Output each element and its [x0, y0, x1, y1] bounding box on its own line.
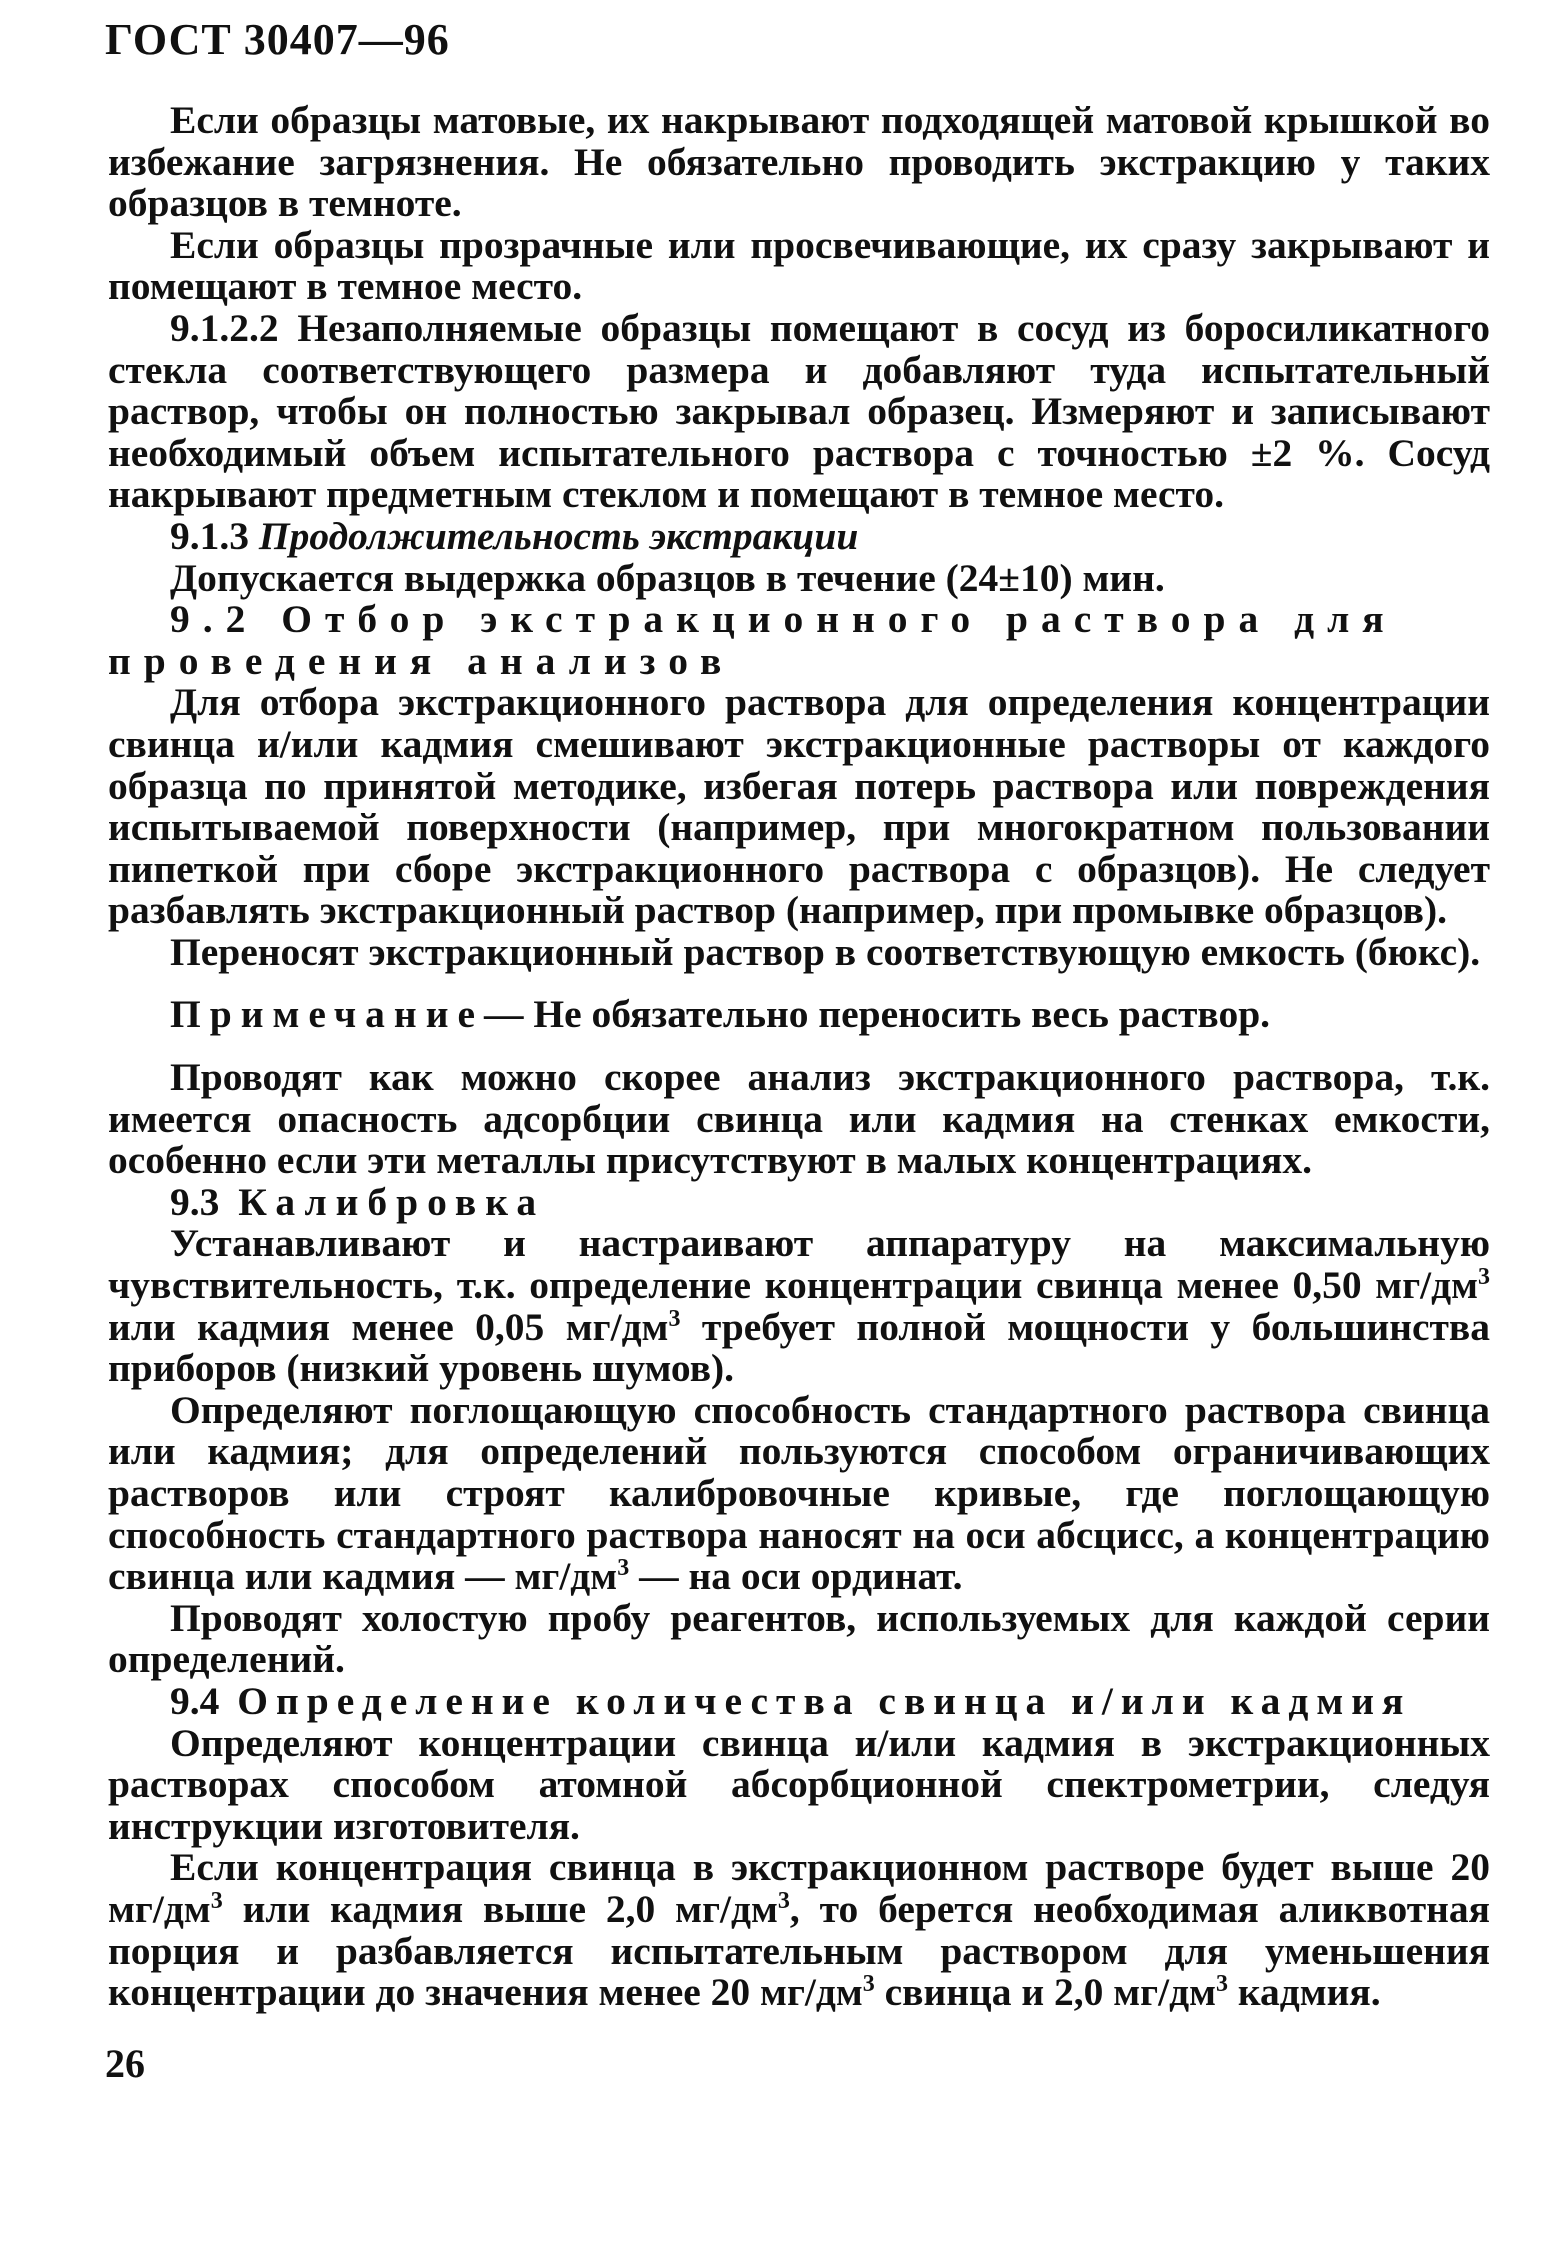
section-heading-9-2	[108, 599, 1490, 682]
section-number: 9.1.3	[170, 513, 249, 558]
paragraph: Если образцы матовые, их накрывают подходящей матовой крышкой во избежание загрязнения. Не обязательно проводить экстракцию у таких образцов в темноте.	[108, 98, 1490, 226]
section-number: 9.3	[170, 1179, 220, 1224]
document-body	[108, 100, 1490, 2014]
note-label: Примечание	[170, 992, 484, 1037]
section-number: 9.4	[170, 1678, 220, 1723]
paragraph: Определяют концентрации свинца и/или кадмия в экстракционных растворах способом атомной абсорбционной спектрометрии, следуя инструкции изготовителя.	[108, 1720, 1490, 1848]
note	[108, 994, 1490, 1036]
paragraph: Переносят экстракционный раствор в соответствующую емкость (бюкс).	[170, 929, 1481, 974]
paragraph: Допускается выдержка образцов в течение (24±10) мин.	[170, 555, 1165, 600]
note-text: — Не обязательно переносить весь раствор.	[483, 992, 1271, 1037]
page-header-standard-code: ГОСТ 30407—96	[105, 15, 450, 64]
page-number: 26	[105, 2041, 145, 2086]
paragraph: Проводят холостую пробу реагентов, используемых для каждой серии определений.	[108, 1595, 1490, 1682]
paragraph: Если образцы прозрачные или просвечивающие, их сразу закрывают и помещают в темное место.	[108, 222, 1490, 309]
paragraph: Если концентрация свинца в экстракционном растворе будет выше 20 $мг/дм^3$ или кадмия выше 2,0 $мг/дм^3$, то берется необходимая аликвотная порция и разбавляется испытательным раствором для уменьшения концентрации до значения менее 20 $мг/дм^3$ свинца и 2,0 $мг/дм^3$ кадмия.	[108, 1845, 1490, 2015]
section-title: Калибровка	[238, 1179, 546, 1224]
section-heading-9-4	[108, 1678, 1490, 1723]
paragraph: 9.1.2.2 Незаполняемые образцы помещают в сосуд из боросиликатного стекла соответствующего размера и добавляют туда испытательный раствор, чтобы он полностью закрывал образец. Измеряют и записывают необходимый объем испытательного раствора с точностью ±2 %. Сосуд накрывают предметным стеклом и помещают в темное место.	[108, 305, 1490, 517]
section-heading-9-3	[108, 1179, 1490, 1224]
section-title: Продолжительность экстракции	[258, 513, 859, 558]
section-heading-9-1-3	[108, 513, 1490, 558]
paragraph: Для отбора экстракционного раствора для определения концентрации свинца и/или кадмия смешивают экстракционные растворы от каждого образца по принятой методике, избегая потерь раствора или повреждения испытываемой поверхности (например, при многократном пользовании пипеткой при сборе экстракционного раствора с образцов). Не следует разбавлять экстракционный раствор (например, при промывке образцов).	[108, 680, 1490, 933]
paragraph: Проводят как можно скорее анализ экстракционного раствора, т.к. имеется опасность адсорбции свинца или кадмия на стенках емкости, особенно если эти металлы присутствуют в малых концентрациях.	[108, 1055, 1490, 1183]
section-number: 9.2	[170, 597, 259, 642]
section-title: Отбор экстракционного раствора для проведения анализов	[108, 597, 1397, 683]
paragraph: Определяют поглощающую способность стандартного раствора свинца или кадмия; для определений пользуются способом ограничивающих растворов или строят калибровочные кривые, где поглощающую способность стандартного раствора наносят на оси абсцисс, а концентрацию свинца или кадмия — $мг/дм^3$ — на оси ординат.	[108, 1387, 1490, 1599]
paragraph: Устанавливают и настраивают аппаратуру на максимальную чувствительность, т.к. определение концентрации свинца менее 0,50 $мг/дм^3$ или кадмия менее 0,05 $мг/дм^3$ требует полной мощности у большинства приборов (низкий уровень шумов).	[108, 1221, 1490, 1391]
section-title: Определение количества свинца и/или кадмия	[237, 1678, 1412, 1723]
